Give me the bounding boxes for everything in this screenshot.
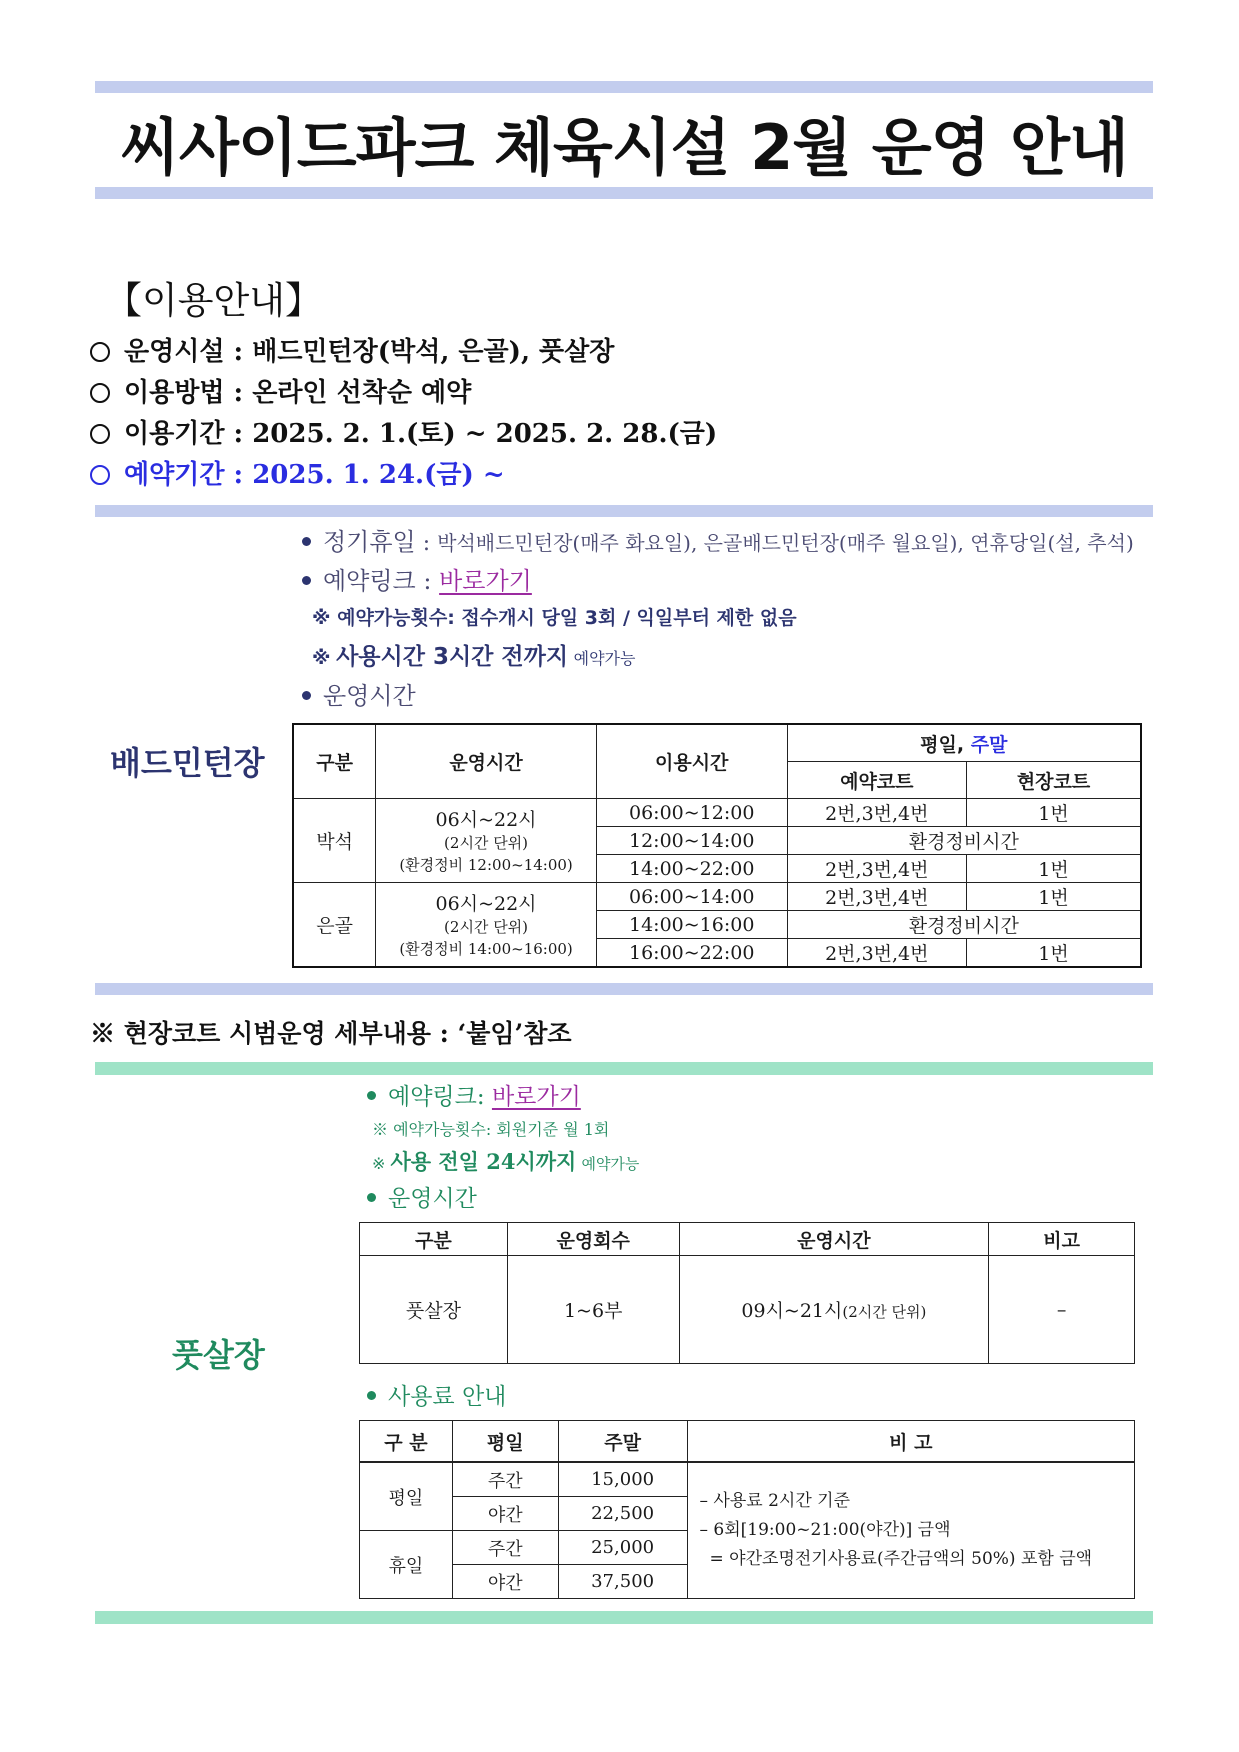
circle-bullet-icon [90,383,110,403]
use-time: 06:00~14:00 [596,883,787,911]
table-row [360,1256,1135,1364]
remark-3: = 야간조명전기사용료(주간금액의 50%) 포함 금액 [709,1549,1093,1569]
title-bar-top [95,81,1153,93]
dot-bullet-icon [302,691,311,700]
th-sessions: 운영회수 [507,1223,679,1256]
fee-amount: 22,500 [558,1497,687,1531]
dot-bullet-icon [367,1091,376,1100]
fee-slot: 야간 [452,1565,558,1599]
open-hours: 06시~22시 [435,809,537,831]
open-unit: (2시간 단위) [444,918,529,936]
circle-bullet-icon [90,424,110,444]
futsal-name: 풋살장 [360,1256,508,1364]
info-method [90,372,471,409]
info-facilities [90,331,614,368]
badminton-bar-bottom [95,983,1153,995]
period-value: 2025. 2. 1.(토) ~ 2025. 2. 28.(금) [252,419,718,449]
th-weekend: 주말 [970,733,1008,756]
th-weekday: 평일, [920,733,965,756]
fee-slot: 주간 [452,1531,558,1565]
fee-amount: 37,500 [558,1565,687,1599]
title-bar-bottom [95,187,1153,199]
futsal-side-label: 풋살장 [172,1336,265,1374]
futsal-hours-row [367,1180,477,1213]
futsal-fee-row [367,1378,506,1411]
badminton-hours-table [292,723,1142,968]
onsite-court: 1번 [967,883,1141,911]
futsal-reserve-link[interactable]: 바로가기 [491,1084,581,1110]
fee-remarks [687,1462,1134,1599]
futsal-sessions: 1~6부 [507,1256,679,1364]
remark-1: – 사용료 2시간 기준 [699,1491,851,1511]
badminton-link-row: 예약링크 : 바로가기 [302,561,532,596]
th-remarks: 비고 [989,1223,1135,1256]
dot-bullet-icon [367,1193,376,1202]
remark-2: – 6회[19:00~21:00(야간)] 금액 [699,1520,951,1540]
reserve-value: 2025. 1. 24.(금) ~ [252,460,505,490]
th-hours: 운영시간 [679,1223,989,1256]
method-value: 온라인 선착순 예약 [252,378,472,408]
dot-bullet-icon [367,1391,376,1400]
th-weekday: 평일 [452,1421,558,1463]
hours-unit: (2시간 단위) [842,1303,927,1321]
fee-group: 휴일 [360,1531,453,1599]
reserve-court: 2번,3번,4번 [787,855,966,883]
cleaning-time: 환경정비시간 [787,911,1141,939]
open-cleaning: (환경정비 12:00~14:00) [399,856,573,874]
th-category: 구분 [360,1223,508,1256]
futsal-remarks: – [989,1256,1135,1364]
facilities-value: 배드민턴장(박석, 은골), 풋살장 [252,337,615,367]
onsite-note: ※ 현장코트 시범운영 세부내용 : ‘붙임’참조 [90,1019,572,1048]
separator: : [233,419,244,449]
separator: : [233,378,244,408]
hours-label: 운영시간 [388,1186,477,1212]
hours-label: 운영시간 [323,682,416,710]
badminton-reserve-link[interactable]: 바로가기 [439,567,532,595]
fee-label: 사용료 안내 [388,1384,507,1410]
futsal-fee-table [359,1420,1135,1599]
circle-bullet-icon [90,465,110,485]
section-title: 【이용안내】 [105,279,322,322]
reserve-court: 2번,3번,4번 [787,799,966,827]
fee-amount: 25,000 [558,1531,687,1565]
hours-value: 09시~21시 [741,1300,843,1322]
th-weekend: 주말 [558,1421,687,1463]
th-weekday-weekend [787,724,1141,762]
fee-amount: 15,000 [558,1462,687,1497]
th-use: 이용시간 [596,724,787,799]
note2-small: 예약가능 [573,649,636,668]
info-reserve [90,454,505,491]
badminton-hours-row [302,676,416,711]
table-row [360,1462,1135,1497]
group-open [376,883,597,968]
reserve-court: 2번,3번,4번 [787,883,966,911]
fee-slot: 야간 [452,1497,558,1531]
link-label: 예약링크 [323,567,416,595]
th-category: 구분 [293,724,376,799]
fee-group: 평일 [360,1462,453,1531]
note2-bold: 사용 전일 24시까지 [390,1149,577,1174]
note2-small: 예약가능 [581,1155,640,1173]
use-time: 12:00~14:00 [596,827,787,855]
facilities-label: 운영시설 [124,337,225,367]
futsal-hours-table [359,1222,1135,1364]
use-time: 16:00~22:00 [596,939,787,968]
holiday-label: 정기휴일 [323,528,416,556]
th-reserve-court: 예약코트 [787,762,966,799]
table-row [293,883,1141,911]
note-mark: ※ [312,647,331,669]
fee-slot: 주간 [452,1462,558,1497]
reserve-court: 2번,3번,4번 [787,939,966,968]
open-unit: (2시간 단위) [444,834,529,852]
reserve-label: 예약기간 [124,460,225,490]
th-open: 운영시간 [376,724,597,799]
dot-bullet-icon [302,537,311,546]
badminton-note1: ※ 예약가능횟수: 접수개시 당일 3회 / 익일부터 제한 없음 [312,607,797,629]
badminton-side-label: 배드민턴장 [110,744,265,782]
separator: : [233,337,244,367]
cleaning-time: 환경정비시간 [787,827,1141,855]
th-onsite-court: 현장코트 [967,762,1141,799]
note-mark: ※ [372,1154,386,1173]
method-label: 이용방법 [124,378,225,408]
circle-bullet-icon [90,342,110,362]
group-name: 은골 [293,883,376,968]
open-hours: 06시~22시 [435,893,537,915]
th-category: 구 분 [360,1421,453,1463]
futsal-bar-bottom [95,1611,1153,1624]
table-row [293,799,1141,827]
onsite-court: 1번 [967,855,1141,883]
info-period [90,413,717,450]
period-label: 이용기간 [124,419,225,449]
badminton-bar-top [95,505,1153,517]
th-remarks: 비 고 [687,1421,1134,1463]
futsal-hours [679,1256,989,1364]
group-open [376,799,597,883]
dot-bullet-icon [302,576,311,585]
open-cleaning: (환경정비 14:00~16:00) [399,940,573,958]
use-time: 14:00~16:00 [596,911,787,939]
futsal-link-row [367,1078,581,1111]
onsite-court: 1번 [967,799,1141,827]
link-label: 예약링크: [388,1084,485,1110]
futsal-note2 [372,1146,639,1176]
group-name: 박석 [293,799,376,883]
page-title: 씨사이드파크 체육시설 2월 운영 안내 [120,111,1128,184]
futsal-note1: ※ 예약가능횟수: 회원기준 월 1회 [372,1120,610,1139]
futsal-bar-top [95,1062,1153,1075]
badminton-note2 [312,638,635,671]
onsite-court: 1번 [967,939,1141,968]
separator: : [233,460,244,490]
use-time: 06:00~12:00 [596,799,787,827]
holiday-value: 박석배드민턴장(매주 화요일), 은골배드민턴장(매주 월요일), 연휴당일(설, 추석) [437,531,1134,555]
note2-bold: 사용시간 3시간 전까지 [336,644,569,670]
use-time: 14:00~22:00 [596,855,787,883]
badminton-holiday: 정기휴일 : 박석배드민턴장(매주 화요일), 은골배드민턴장(매주 월요일), 연휴당일(설, 추석) [302,522,1134,557]
